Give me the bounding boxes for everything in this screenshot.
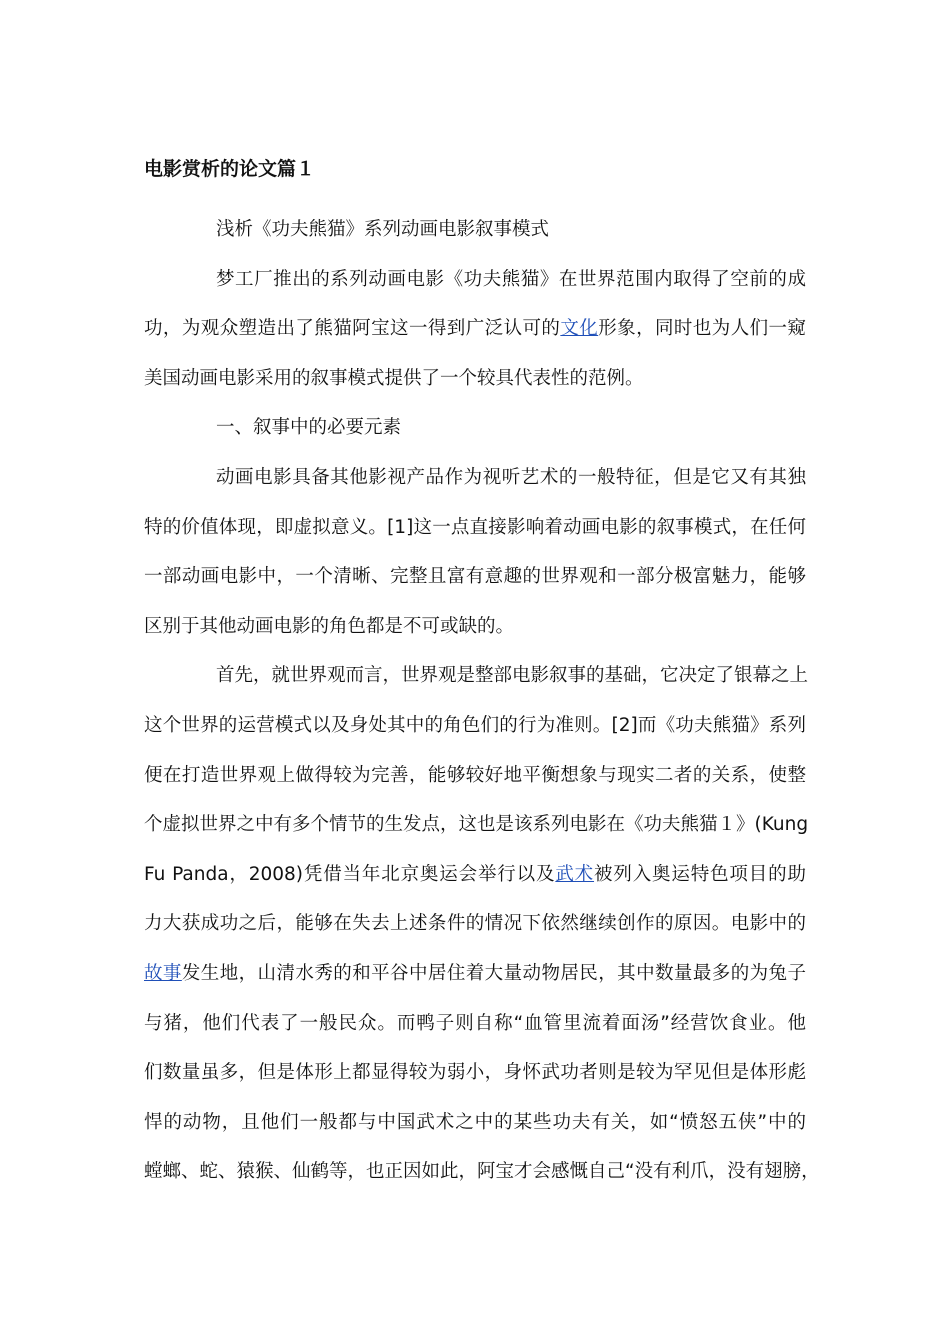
paragraph-worldview (144, 651, 820, 1197)
paragraph-line: 梦工厂推出的系列动画电影《功夫熊猫》在世界范围内取得了空前的成 (216, 268, 806, 290)
paragraph-line: 与猪，他们代表了一般民众。而鸭子则自称“血管里流着面汤”经营饮食业。他 (144, 1012, 806, 1034)
paragraph-line (144, 949, 806, 999)
paragraph-line: 个虚拟世界之中有多个情节的生发点，这也是该系列电影在《功夫熊猫１》(Kung (144, 814, 809, 836)
paragraph-line: 特的价值体现，即虚拟意义。[1]这一点直接影响着动画电影的叙事模式，在任何 (144, 516, 806, 538)
paragraph-line: 美国动画电影采用的叙事模式提供了一个较具代表性的范例。 (144, 367, 644, 389)
paragraph-line: 动画电影具备其他影视产品作为视听艺术的一般特征，但是它又有其独 (216, 466, 806, 488)
paragraph-intro (144, 255, 806, 404)
paragraph-line: 力大获成功之后，能够在失去上述条件的情况下依然继续创作的原因。电影中的 (144, 913, 806, 935)
paragraph-line: 首先，就世界观而言，世界观是整部电影叙事的基础，它决定了银幕之上 (216, 665, 809, 687)
culture-link[interactable]: 文化 (560, 318, 599, 340)
paragraph-line (144, 850, 806, 900)
paragraph-line: 悍的动物，且他们一般都与中国武术之中的某些功夫有关，如“愤怒五侠”中的 (144, 1111, 806, 1133)
paragraph-line: 们数量虽多，但是体形上都显得较为弱小，身怀武功者则是较为罕见但是体形彪 (144, 1062, 806, 1084)
text-run: 形象，同时也为人们一窥 (598, 318, 806, 340)
paragraph-line: 这个世界的运营模式以及身处其中的角色们的行为准则。[2]而《功夫熊猫》系列 (144, 714, 806, 736)
text-run: 发生地，山清水秀的和平谷中居住着大量动物居民，其中数量最多的为兔子 (181, 962, 806, 984)
paragraph-line: 区别于其他动画电影的角色都是不可或缺的。 (144, 615, 515, 637)
martial-arts-link[interactable]: 武术 (555, 863, 595, 885)
text-run: Fu Panda，2008)凭借当年北京奥运会举行以及 (144, 863, 556, 885)
document-body (144, 205, 820, 1197)
paragraph-elements (144, 453, 806, 651)
text-run: 功，为观众塑造出了熊猫阿宝这一得到广泛认可的 (144, 318, 561, 340)
story-link[interactable]: 故事 (144, 962, 182, 984)
paragraph-line (144, 304, 806, 354)
section-heading: 一、叙事中的必要元素 (216, 417, 402, 439)
subtitle: 浅析《功夫熊猫》系列动画电影叙事模式 (216, 219, 550, 240)
paragraph-line: 一部动画电影中，一个清晰、完整且富有意趣的世界观和一部分极富魅力，能够 (144, 566, 806, 588)
paragraph-line: 螳螂、蛇、猿猴、仙鹤等，也正因如此，阿宝才会感慨自己“没有利爪，没有翅膀， (144, 1161, 820, 1183)
paragraph-line: 便在打造世界观上做得较为完善，能够较好地平衡想象与现实二者的关系，使整 (144, 764, 806, 786)
document-title: 电影赏析的论文篇１ (144, 158, 316, 180)
text-run: 被列入奥运特色项目的助 (594, 863, 806, 885)
